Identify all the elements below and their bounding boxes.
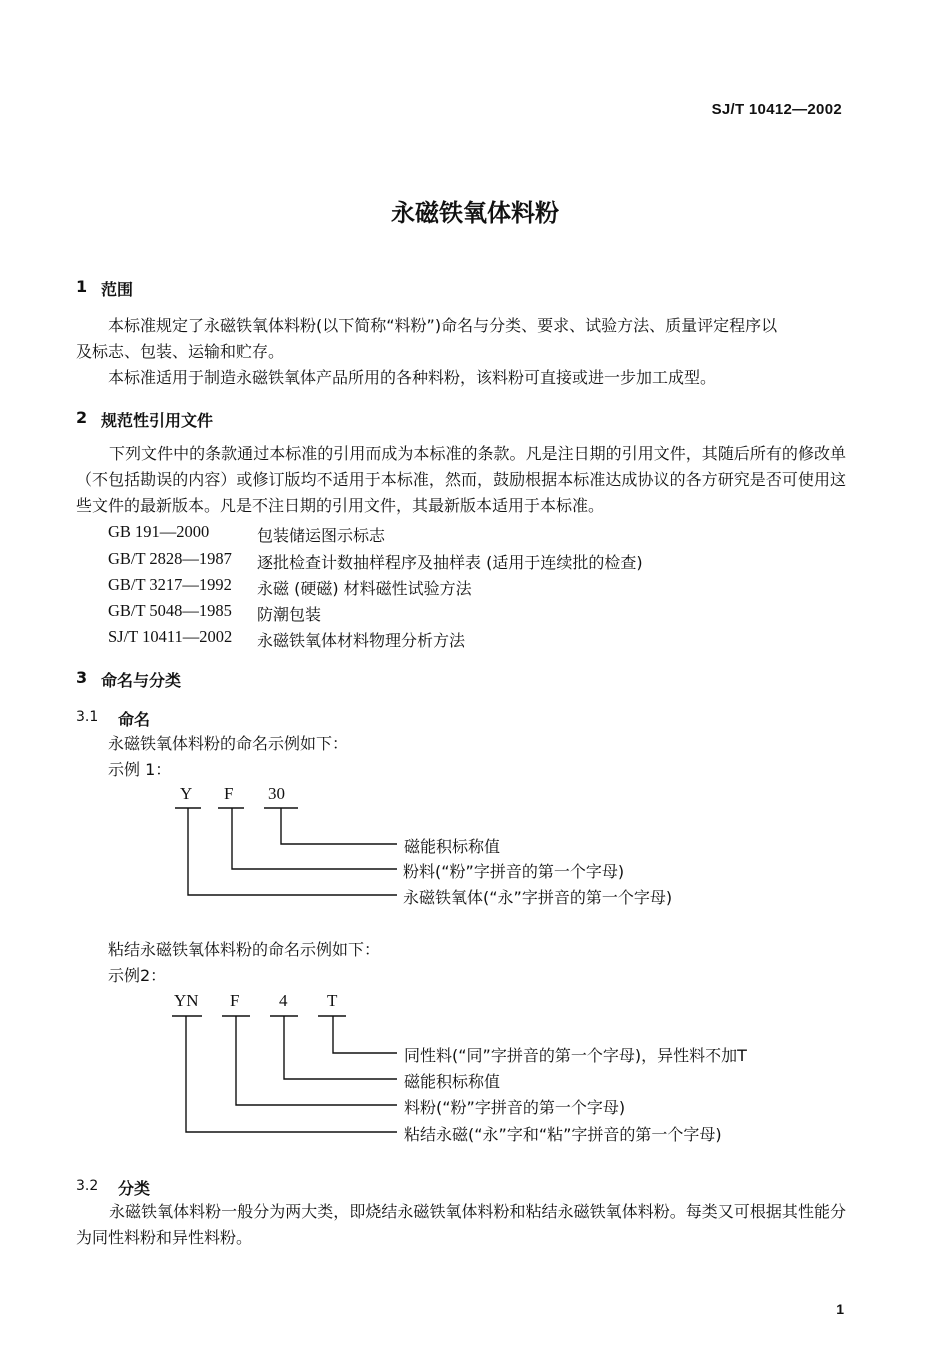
example-2-label-isotropic: 同性料(“同”字拼音的第一个字母)，异性料不加T [404, 1046, 747, 1065]
example-2-code-4: 4 [279, 991, 288, 1010]
section-1-para1-line1: 本标准规定了永磁铁氧体料粉(以下简称“料粉”)命名与分类、要求、试验方法、质量评定程序以 [108, 316, 778, 335]
example-2-connector [333, 1016, 397, 1053]
ref-title: 永磁铁氧体材料物理分析方法 [257, 631, 466, 650]
section-1-para2: 本标准适用于制造永磁铁氧体产品所用的各种料粉，该料粉可直接或进一步加工成型。 [108, 368, 717, 387]
example-2-label-powder: 料粉(“粉”字拼音的第一个字母) [404, 1098, 626, 1117]
example-2-code-f: F [230, 991, 240, 1010]
section-1-para1-line2: 及标志、包装、运输和贮存。 [76, 342, 285, 361]
example-1-label: 示例 1： [108, 760, 172, 779]
section-3-number: 3 [76, 668, 88, 687]
example-1-connector [232, 808, 397, 869]
ref-code: SJ/T 10411—2002 [108, 627, 233, 646]
example-2-label-energy: 磁能积标称值 [404, 1072, 501, 1091]
ref-code: GB/T 3217—1992 [108, 575, 232, 594]
page-title: 永磁铁氧体料粉 [391, 199, 559, 227]
section-3-2-number: 3.2 [76, 1178, 99, 1194]
ref-code: GB/T 2828—1987 [108, 549, 232, 568]
ref-title: 包装储运图示标志 [257, 526, 386, 545]
naming-intro-1: 永磁铁氧体料粉的命名示例如下： [108, 734, 349, 753]
example-1-code-30: 30 [268, 784, 285, 803]
naming-intro-2: 粘结永磁铁氧体料粉的命名示例如下： [108, 940, 381, 959]
example-1-code-f: F [224, 784, 234, 803]
section-2-number: 2 [76, 408, 88, 427]
section-3-heading: 命名与分类 [101, 671, 182, 690]
example-2-label-bonded: 粘结永磁(“永”字和“粘”字拼音的第一个字母) [404, 1125, 722, 1144]
section-3-1-heading: 命名 [118, 710, 151, 729]
example-1-code-y: Y [180, 784, 193, 803]
example-2-connector [236, 1016, 397, 1105]
ref-title: 防潮包装 [257, 605, 322, 624]
section-3-1-number: 3.1 [76, 709, 99, 725]
standard-number: SJ/T 10412—2002 [711, 101, 842, 118]
ref-code: GB 191—2000 [108, 522, 210, 541]
example-2-connector [186, 1016, 397, 1132]
example-1-label-powder: 粉料(“粉”字拼音的第一个字母) [403, 862, 625, 881]
example-2-connector [284, 1016, 397, 1079]
example-1-label-ferrite: 永磁铁氧体(“永”字拼音的第一个字母) [403, 888, 673, 907]
example-1-connector [188, 808, 397, 895]
section-1-number: 1 [76, 277, 88, 296]
section-3-2-heading: 分类 [118, 1179, 151, 1198]
ref-title: 永磁 (硬磁) 材料磁性试验方法 [257, 579, 472, 598]
section-2-para: 下列文件中的条款通过本标准的引用而成为本标准的条款。凡是注日期的引用文件，其随后所有的修改单（不包括勘误的内容）或修订版均不适用于本标准，然而，鼓励根据本标准达成协议的各方研究是否可使用这些文件的最新版本。凡是不注日期的引用文件，其最新版本适用于本标准。 [76, 444, 846, 515]
example-2-code-t: T [327, 991, 338, 1010]
section-1-heading: 范围 [101, 280, 134, 299]
section-2-heading: 规范性引用文件 [101, 411, 214, 430]
ref-code: GB/T 5048—1985 [108, 601, 232, 620]
example-2-label: 示例2： [108, 966, 167, 985]
section-3-2-para: 永磁铁氧体料粉一般分为两大类，即烧结永磁铁氧体料粉和粘结永磁铁氧体料粉。每类又可根据其性能分为同性料粉和异性料粉。 [76, 1202, 846, 1247]
example-1-connector [281, 808, 397, 844]
example-1-label-energy: 磁能积标称值 [404, 837, 501, 856]
page-number: 1 [836, 1301, 844, 1317]
example-2-code-yn: YN [174, 991, 199, 1010]
ref-title: 逐批检查计数抽样程序及抽样表 (适用于连续批的检查) [257, 553, 643, 572]
